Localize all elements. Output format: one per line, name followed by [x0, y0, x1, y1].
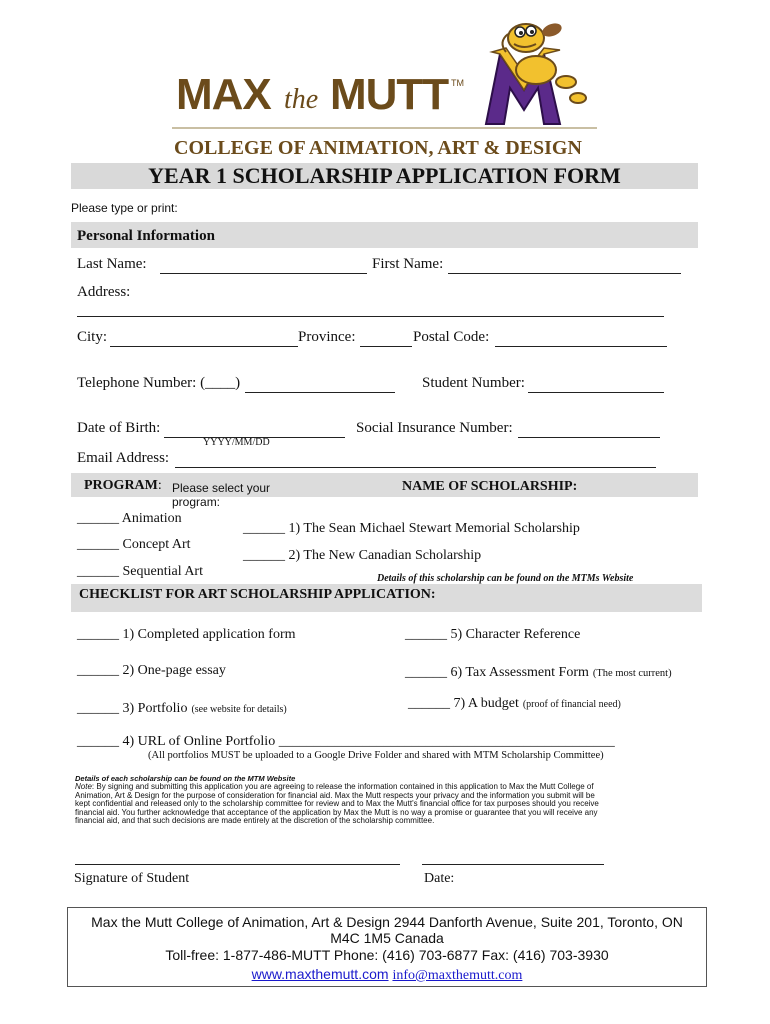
program-hint-line1: Please select your [172, 481, 271, 495]
city-label: City: [77, 329, 108, 345]
footer-contact-box [67, 907, 707, 987]
checklist-item-7-note: (proof of financial need) [522, 699, 621, 710]
city-field[interactable] [110, 329, 298, 347]
province-label: Province: [298, 329, 356, 345]
program-option-sequential-art[interactable]: ______ Sequential Art [77, 564, 203, 579]
program-heading: PROGRAM: [84, 478, 162, 493]
date-of-birth-hint: YYYY/MM/DD [203, 437, 270, 448]
privacy-note-label: Note [75, 782, 92, 791]
checklist-item-2[interactable]: ______ 2) One-page essay [77, 663, 226, 678]
student-number-label: Student Number: [422, 375, 525, 391]
college-name: COLLEGE OF ANIMATION, ART & DESIGN [174, 137, 582, 159]
address-field[interactable] [77, 300, 664, 317]
checklist-item-5[interactable]: ______ 5) Character Reference [405, 627, 581, 642]
footer-address-line1: Max the Mutt College of Animation, Art & Design 2944 Danforth Avenue, Suite 201, Toronto, ON [91, 914, 683, 930]
signature-field[interactable] [75, 848, 400, 865]
scholarship-details-note: Details of this scholarship can be found on the MTMs Website [377, 573, 634, 584]
logo-divider [172, 127, 597, 129]
telephone-field[interactable] [245, 375, 395, 393]
form-title-bar [71, 163, 698, 189]
email-label: Email Address: [77, 450, 170, 466]
signature-label: Signature of Student [74, 871, 190, 886]
student-number-field[interactable] [528, 375, 664, 393]
privacy-note-text: : By signing and submitting this application you are agreeing to release the information contained in this application to Max the Mutt College of Animation, Art & Design for the purpose of consideration for financial aid. Max the Mutt respects your privacy and the information you submit will be kept confidential and released only to the scholarship committee for review and to Max the Mutt's financial office for tax purposes should you receive financial aid. You further acknowledge that acceptance of the application by Max the Mutt is no way a promise or guarantee that you will receive any financial aid, and that such decisions are made entirely at the discretion of the scholarship committee. [75, 782, 599, 825]
telephone-label: Telephone Number: (____) [77, 375, 241, 391]
checklist-item-6-label: ______ 6) Tax Assessment Form [405, 665, 589, 680]
checklist-item-1[interactable]: ______ 1) Completed application form [77, 627, 296, 642]
last-name-field[interactable] [160, 256, 367, 274]
website-link[interactable]: www.maxthemutt.com [251, 966, 389, 982]
first-name-label: First Name: [372, 256, 444, 272]
logo-word-mutt: MUTT [330, 70, 449, 119]
checklist-heading: CHECKLIST FOR ART SCHOLARSHIP APPLICATION: [79, 587, 436, 602]
mascot-dog-icon [478, 12, 598, 130]
personal-info-heading: Personal Information [77, 228, 215, 244]
logo-word-max: MAX [176, 70, 271, 119]
checklist-item-4[interactable]: ______ 4) URL of Online Portfolio ________________________________________________ [77, 734, 615, 749]
program-hint [172, 481, 270, 509]
footer-address-line2: M4C 1M5 Canada [330, 930, 444, 946]
scholarship-heading: NAME OF SCHOLARSHIP: [402, 479, 578, 494]
checklist-item-7-label: ______ 7) A budget [408, 696, 519, 711]
logo-trademark: TM [451, 78, 464, 88]
postal-code-label: Postal Code: [413, 329, 490, 345]
footer-links-line [68, 965, 706, 985]
address-label: Address: [77, 284, 131, 300]
date-of-birth-field[interactable] [164, 420, 345, 438]
program-option-concept-art[interactable]: ______ Concept Art [77, 537, 191, 552]
program-hint-line2: program: [172, 495, 221, 509]
date-label: Date: [424, 871, 455, 886]
checklist-item-6[interactable] [405, 663, 672, 681]
sin-label: Social Insurance Number: [356, 420, 513, 436]
scholarship-option-1[interactable]: ______ 1) The Sean Michael Stewart Memorial Scholarship [243, 521, 580, 536]
checklist-item-3-label: ______ 3) Portfolio [77, 701, 188, 716]
program-option-animation[interactable]: ______ Animation [77, 511, 182, 526]
date-field[interactable] [422, 848, 604, 865]
checklist-item-4-note: (All portfolios MUST be uploaded to a Google Drive Folder and shared with MTM Scholarship Committee) [148, 750, 604, 761]
email-field[interactable] [175, 450, 656, 468]
program-bar [71, 473, 698, 497]
last-name-label: Last Name: [77, 256, 147, 272]
checklist-item-7[interactable] [408, 694, 621, 712]
sin-field[interactable] [518, 420, 660, 438]
checklist-item-3-note: (see website for details) [191, 704, 287, 715]
privacy-note [75, 783, 608, 826]
province-field[interactable] [360, 329, 412, 347]
date-of-birth-label: Date of Birth: [77, 420, 161, 436]
checklist-item-6-note: (The most current) [592, 668, 672, 679]
form-title: YEAR 1 SCHOLARSHIP APPLICATION FORM [148, 163, 621, 188]
instruction-text: Please type or print: [71, 201, 178, 215]
postal-code-field[interactable] [495, 329, 667, 347]
email-link[interactable]: info@maxthemutt.com [392, 968, 523, 983]
scholarship-details-line: Details of each scholarship can be found on the MTM Website [75, 774, 296, 783]
scholarship-option-2[interactable]: ______ 2) The New Canadian Scholarship [243, 548, 482, 563]
logo-word-the: the [284, 84, 319, 115]
footer-phone-line: Toll-free: 1-877-486-MUTT Phone: (416) 703-6877 Fax: (416) 703-3930 [165, 947, 609, 963]
first-name-field[interactable] [448, 256, 681, 274]
checklist-item-3[interactable] [77, 699, 287, 717]
